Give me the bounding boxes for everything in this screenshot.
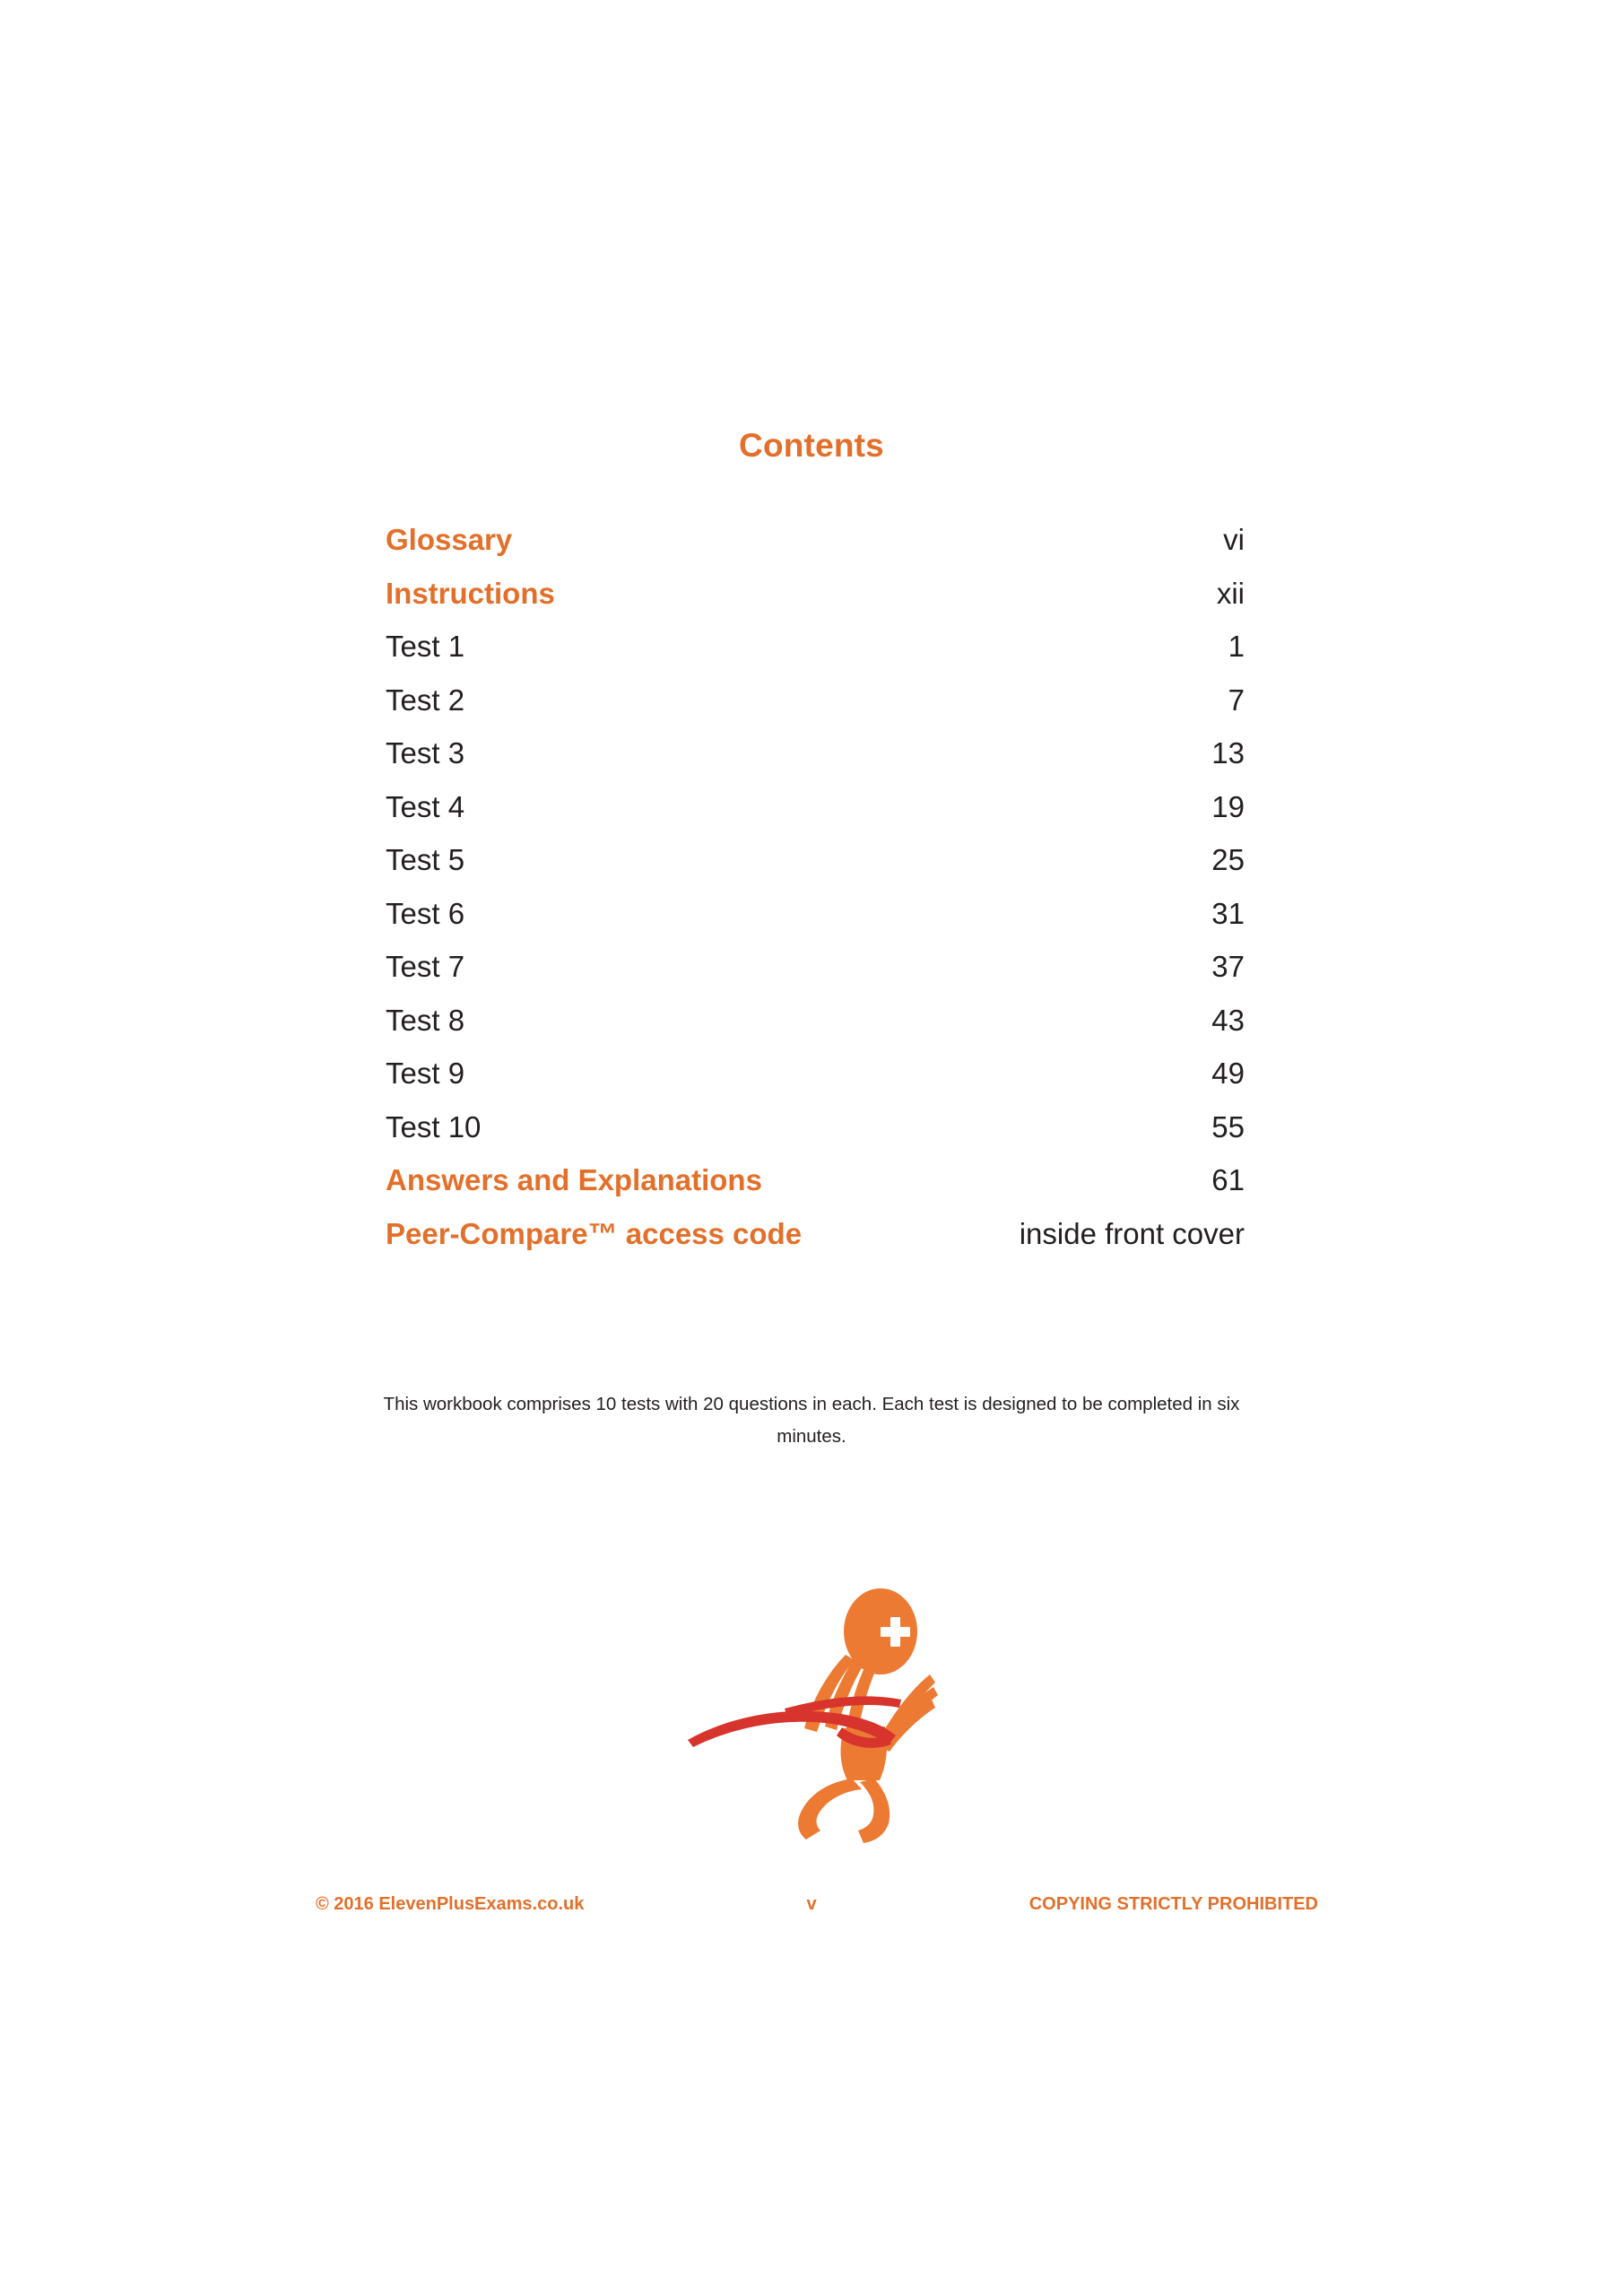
table-of-contents (386, 513, 1245, 1260)
toc-entry-page: inside front cover (1019, 1216, 1245, 1250)
toc-entry-label: Test 3 (386, 736, 465, 770)
toc-row[interactable] (386, 1153, 1245, 1207)
toc-entry-page: 61 (1211, 1163, 1245, 1196)
toc-entry-label: Test 1 (386, 630, 465, 663)
toc-entry-page: 43 (1211, 1003, 1245, 1037)
toc-entry-page: 37 (1211, 950, 1245, 983)
toc-row[interactable] (386, 887, 1245, 941)
workbook-note: This workbook comprises 10 tests with 20 questions in each. Each test is designed to be completed in six minutes. (383, 1394, 1240, 1447)
toc-row[interactable] (386, 1207, 1245, 1261)
toc-entry-page: 55 (1211, 1109, 1245, 1144)
toc-entry-page: xii (1216, 576, 1245, 610)
toc-row[interactable] (386, 513, 1245, 567)
toc-entry-label: Test 8 (386, 1003, 465, 1037)
toc-row[interactable] (386, 780, 1245, 834)
toc-entry-page: 49 (1211, 1057, 1245, 1090)
toc-row[interactable] (386, 674, 1245, 727)
toc-entry-label: Peer-Compare™ access code (386, 1216, 803, 1250)
toc-entry-label: Instructions (386, 576, 555, 610)
toc-entry-page: 7 (1228, 683, 1245, 717)
copying-prohibited-notice: COPYING STRICTLY PROHIBITED (1028, 1894, 1318, 1914)
toc-row[interactable] (386, 726, 1245, 780)
toc-row[interactable] (386, 1047, 1245, 1100)
toc-entry-label: Test 7 (386, 950, 465, 983)
toc-entry-label: Glossary (386, 523, 513, 556)
eleven-plus-exams-logo (668, 1574, 964, 1843)
toc-entry-label: Test 10 (386, 1109, 482, 1144)
toc-entry-label: Test 4 (386, 789, 465, 823)
page-title: Contents (739, 427, 884, 464)
page-number: v (806, 1894, 817, 1914)
toc-entry-label: Answers and Explanations (386, 1163, 762, 1196)
toc-entry-label: Test 2 (386, 683, 465, 717)
toc-row[interactable] (386, 994, 1245, 1048)
toc-entry-page: 1 (1228, 630, 1245, 663)
toc-entry-label: Test 9 (386, 1057, 465, 1090)
toc-entry-page: 13 (1211, 736, 1245, 770)
figure-front-leg (858, 1779, 890, 1843)
toc-row[interactable] (386, 940, 1245, 994)
toc-entry-page: 31 (1211, 896, 1245, 930)
page-footer (0, 1894, 1623, 1930)
toc-row[interactable] (386, 833, 1245, 887)
toc-entry-page: 19 (1211, 789, 1245, 823)
toc-row[interactable] (386, 567, 1245, 621)
toc-entry-page: vi (1223, 523, 1245, 556)
copyright-notice: © 2016 ElevenPlusExams.co.uk (316, 1894, 585, 1914)
toc-row[interactable] (386, 620, 1245, 674)
toc-entry-page: 25 (1211, 843, 1245, 876)
toc-entry-label: Test 5 (386, 843, 465, 876)
toc-row[interactable] (386, 1100, 1245, 1154)
toc-entry-label: Test 6 (386, 896, 465, 930)
